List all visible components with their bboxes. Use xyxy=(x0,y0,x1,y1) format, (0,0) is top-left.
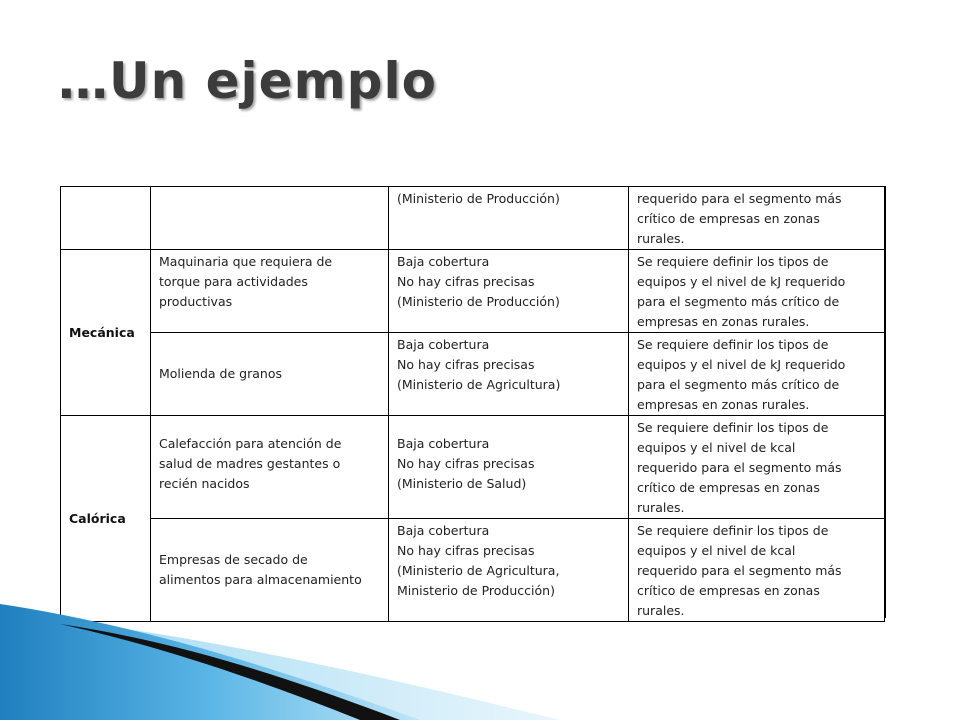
requirement-cell: requerido para el segmento más crítico de empresas en zonas rurales. xyxy=(629,187,885,250)
status-cell: Baja cobertura No hay cifras precisas (Ministerio de Agricultura, Ministerio de Producción) xyxy=(389,519,629,622)
decorative-swoosh xyxy=(0,596,960,720)
table-row xyxy=(61,250,885,333)
status-cell: Baja cobertura No hay cifras precisas (Ministerio de Salud) xyxy=(389,416,629,519)
activity-cell: Empresas de secado de alimentos para almacenamiento xyxy=(151,519,389,622)
table-container xyxy=(60,186,886,618)
activity-cell: Molienda de granos xyxy=(151,333,389,416)
slide-title: …Un ejemplo xyxy=(58,52,437,110)
category-cell: Mecánica xyxy=(61,250,151,416)
activity-cell: Calefacción para atención de salud de madres gestantes o recién nacidos xyxy=(151,416,389,519)
activity-cell xyxy=(151,187,389,250)
table-row xyxy=(61,416,885,519)
category-cell xyxy=(61,187,151,250)
requirement-cell: Se requiere definir los tipos de equipos y el nivel de kJ requerido para el segmento más crítico de empresas en zonas rurales. xyxy=(629,333,885,416)
requirement-cell: Se requiere definir los tipos de equipos y el nivel de kcal requerido para el segmento más crítico de empresas en zonas rurales. xyxy=(629,416,885,519)
requirement-cell: Se requiere definir los tipos de equipos y el nivel de kJ requerido para el segmento más crítico de empresas en zonas rurales. xyxy=(629,250,885,333)
requirement-cell: Se requiere definir los tipos de equipos y el nivel de kcal requerido para el segmento más crítico de empresas en zonas rurales. xyxy=(629,519,885,622)
status-cell: Baja cobertura No hay cifras precisas (Ministerio de Producción) xyxy=(389,250,629,333)
status-cell: (Ministerio de Producción) xyxy=(389,187,629,250)
data-table xyxy=(60,186,885,622)
table-row xyxy=(61,187,885,250)
activity-cell: Maquinaria que requiera de torque para actividades productivas xyxy=(151,250,389,333)
status-cell: Baja cobertura No hay cifras precisas (Ministerio de Agricultura) xyxy=(389,333,629,416)
table-row xyxy=(61,333,885,416)
category-cell: Calórica xyxy=(61,416,151,622)
